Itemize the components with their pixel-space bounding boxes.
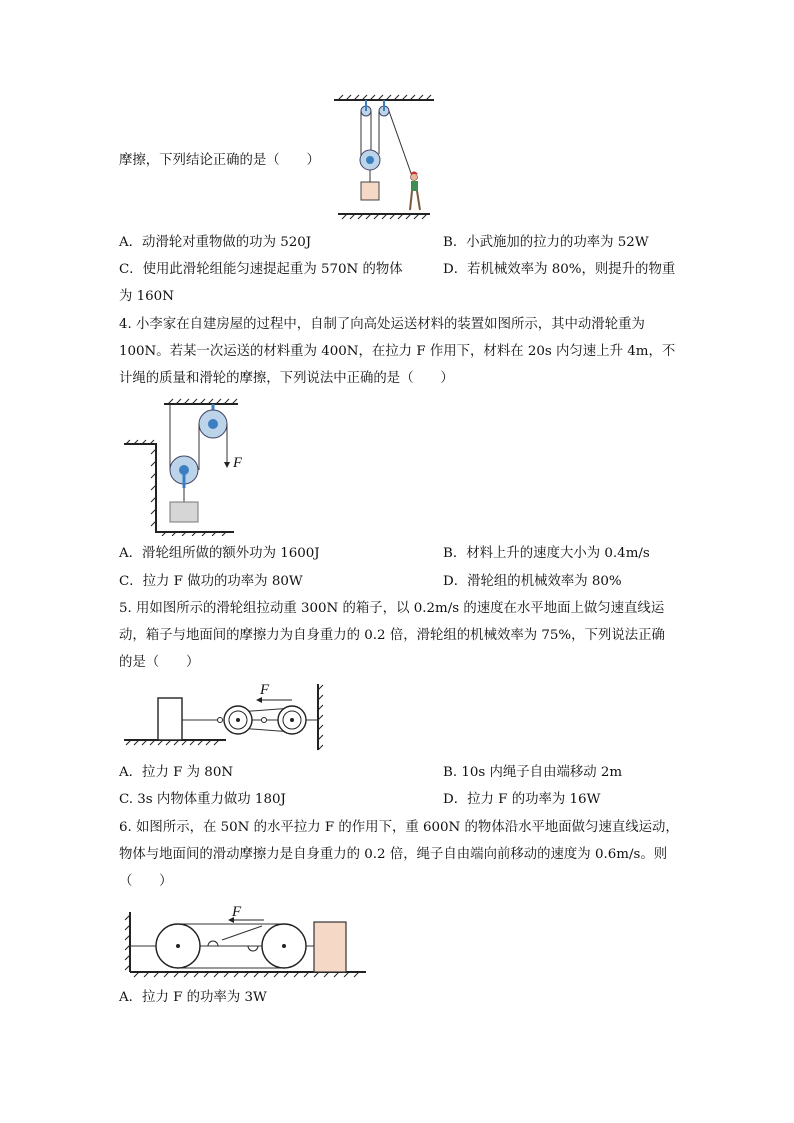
q4-force-label: F [233, 455, 242, 471]
q6-pulley-figure [122, 900, 368, 980]
q5-option-a[interactable]: A．拉力 F 为 80N [119, 765, 234, 780]
q4-option-c[interactable]: C．拉力 F 做功的功率为 80W [119, 574, 303, 589]
q3-option-b[interactable]: B．小武施加的拉力的功率为 52W [443, 235, 649, 250]
q4-stem-line-1: 4. 小李家在自建房屋的过程中，自制了向高处运送材料的装置如图所示，其中动滑轮重为 [119, 317, 645, 332]
q6-option-a[interactable]: A．拉力 F 的功率为 3W [119, 990, 267, 1005]
q4-stem-line-3: 计绳的质量和滑轮的摩擦，下列说法中正确的是（ ） [119, 371, 454, 386]
q3-pulley-figure [332, 94, 436, 224]
q6-stem-line-3: （ ） [119, 874, 173, 889]
q3-option-d-continued: 为 160N [119, 289, 174, 304]
q3-stem-tail: 摩擦，下列结论正确的是（ ） [119, 153, 320, 168]
q5-option-c[interactable]: C. 3s 内物体重力做功 180J [119, 792, 286, 807]
q3-option-a[interactable]: A．动滑轮对重物做的功为 520J [119, 235, 312, 250]
q4-option-a[interactable]: A．滑轮组所做的额外功为 1600J [119, 546, 320, 561]
q6-stem-line-2: 物体与地面间的滑动摩擦力是自身重力的 0.2 倍，绳子自由端向前移动的速度为 0.6m/s。则 [119, 847, 668, 862]
q5-stem-line-2: 动，箱子与地面间的摩擦力为自身重力的 0.2 倍，滑轮组的机械效率为 75%，下列说法正确 [119, 628, 665, 643]
q4-option-b[interactable]: B．材料上升的速度大小为 0.4m/s [443, 546, 650, 561]
q6-stem-line-1: 6. 如图所示，在 50N 的水平拉力 F 的作用下，重 600N 的物体沿水平地面做匀速直线运动， [119, 820, 679, 835]
q5-force-label: F [260, 682, 270, 698]
q4-pulley-figure [122, 398, 242, 536]
q5-pulley-figure [122, 680, 324, 752]
q6-force-label: F [232, 904, 242, 920]
q5-stem-line-1: 5. 用如图所示的滑轮组拉动重 300N 的箱子，以 0.2m/s 的速度在水平地面上做匀速直线运 [119, 601, 665, 616]
q5-option-d[interactable]: D．拉力 F 的功率为 16W [443, 792, 601, 807]
q3-option-c[interactable]: C．使用此滑轮组能匀速提起重为 570N 的物体 [119, 262, 403, 277]
q4-option-d[interactable]: D．滑轮组的机械效率为 80% [443, 574, 622, 589]
q4-stem-line-2: 100N。若某一次运送的材料重为 400N，在拉力 F 作用下，材料在 20s 内匀速上升 4m，不 [119, 344, 676, 359]
q3-option-d[interactable]: D．若机械效率为 80%，则提升的物重 [443, 262, 676, 277]
q5-stem-line-3: 的是（ ） [119, 655, 200, 670]
q5-option-b[interactable]: B. 10s 内绳子自由端移动 2m [443, 765, 623, 780]
